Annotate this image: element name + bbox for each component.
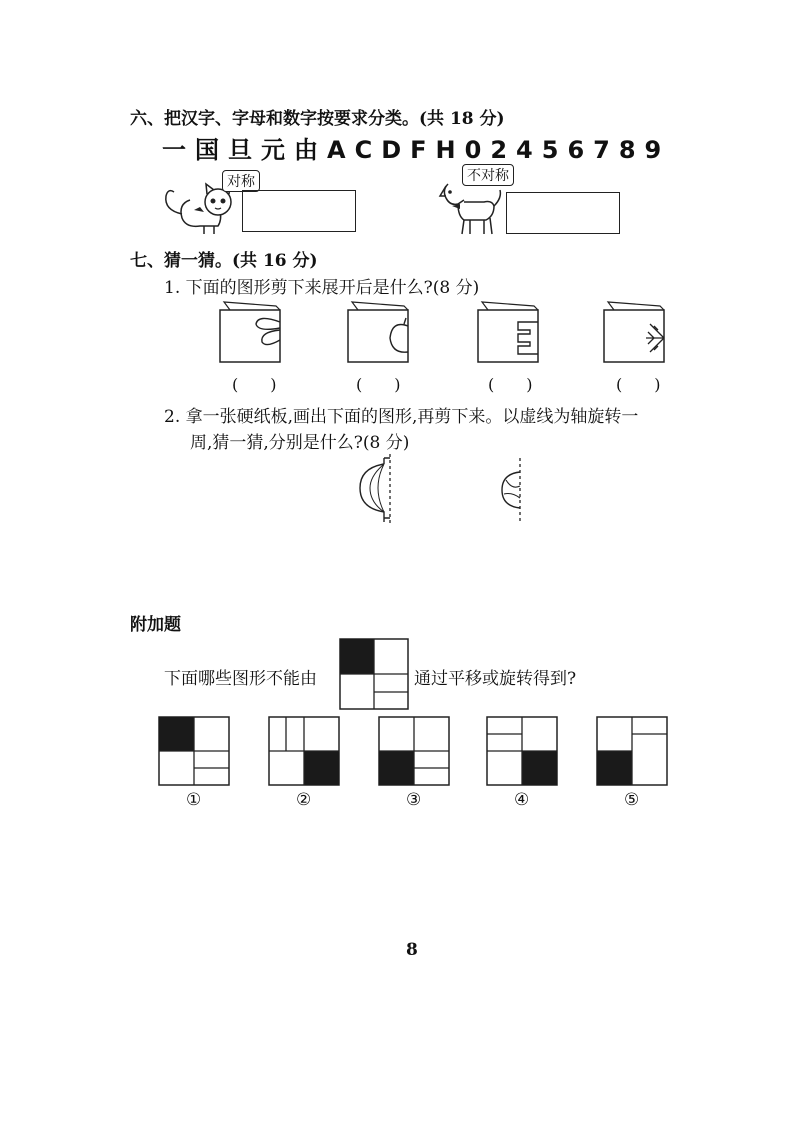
character-item[interactable]: 5 [541, 136, 559, 164]
bonus-title: 附加题 [130, 615, 181, 635]
folded-paper-notch [476, 300, 542, 366]
character-item[interactable]: 7 [593, 136, 610, 164]
character-item[interactable]: 旦 [228, 136, 252, 164]
q1-answer-1[interactable]: ( ) [232, 375, 277, 394]
half-lantern-shape [356, 452, 400, 526]
character-item[interactable]: 一 [162, 136, 186, 164]
character-item[interactable]: H [435, 136, 456, 164]
character-item[interactable]: C [354, 136, 373, 164]
character-item[interactable]: A [327, 136, 346, 164]
character-item[interactable]: F [410, 136, 427, 164]
option-figure-2[interactable] [268, 716, 340, 786]
symmetric-label-bubble [222, 170, 260, 192]
q1-answer-4[interactable]: ( ) [616, 375, 661, 394]
option-label-3: ③ [406, 790, 422, 810]
character-item[interactable]: 9 [644, 136, 662, 164]
q1-text: 1. 下面的图形剪下来展开后是什么?(8 分) [164, 278, 480, 298]
q2-text-line2: 周,猜一猜,分别是什么?(8 分) [190, 433, 410, 453]
folded-paper-wing [218, 300, 284, 366]
q1-answer-3[interactable]: ( ) [488, 375, 533, 394]
q1-answer-2[interactable]: ( ) [356, 375, 401, 394]
character-item[interactable]: 8 [618, 136, 636, 164]
character-item[interactable]: 0 [464, 136, 482, 164]
folded-paper-apple [346, 300, 412, 366]
page-number: 8 [406, 940, 418, 960]
character-item[interactable]: 元 [261, 136, 285, 164]
option-label-1: ① [186, 790, 202, 810]
character-item[interactable]: 2 [490, 136, 508, 164]
character-item[interactable]: 6 [567, 136, 585, 164]
option-label-4: ④ [514, 790, 530, 810]
section7-title: 七、猜一猜。(共 16 分) [130, 251, 318, 271]
asymmetric-label: 不对称 [467, 168, 509, 184]
bonus-question-before: 下面哪些图形不能由 [164, 669, 317, 689]
character-item[interactable]: 国 [195, 136, 219, 164]
symmetric-label: 对称 [227, 174, 255, 190]
character-item[interactable]: 4 [516, 136, 533, 164]
character-item[interactable]: D [381, 136, 402, 164]
symmetric-answer-box[interactable] [242, 190, 356, 232]
reference-figure [339, 638, 409, 710]
folded-paper-snowflake [602, 300, 668, 366]
character-item[interactable]: 由 [294, 136, 318, 164]
option-label-5: ⑤ [624, 790, 640, 810]
option-figure-1[interactable] [158, 716, 230, 786]
half-ball-shape [498, 456, 530, 524]
option-figure-3[interactable] [378, 716, 450, 786]
q2-text-line1: 2. 拿一张硬纸板,画出下面的图形,再剪下来。以虚线为轴旋转一 [164, 407, 639, 427]
asymmetric-label-bubble [462, 164, 514, 186]
option-figure-5[interactable] [596, 716, 668, 786]
bonus-question-after: 通过平移或旋转得到? [414, 669, 577, 689]
option-label-2: ② [296, 790, 312, 810]
option-figure-4[interactable] [486, 716, 558, 786]
asymmetric-answer-box[interactable] [506, 192, 620, 234]
characters-row [162, 130, 670, 165]
section6-title: 六、把汉字、字母和数字按要求分类。(共 18 分) [130, 109, 505, 129]
